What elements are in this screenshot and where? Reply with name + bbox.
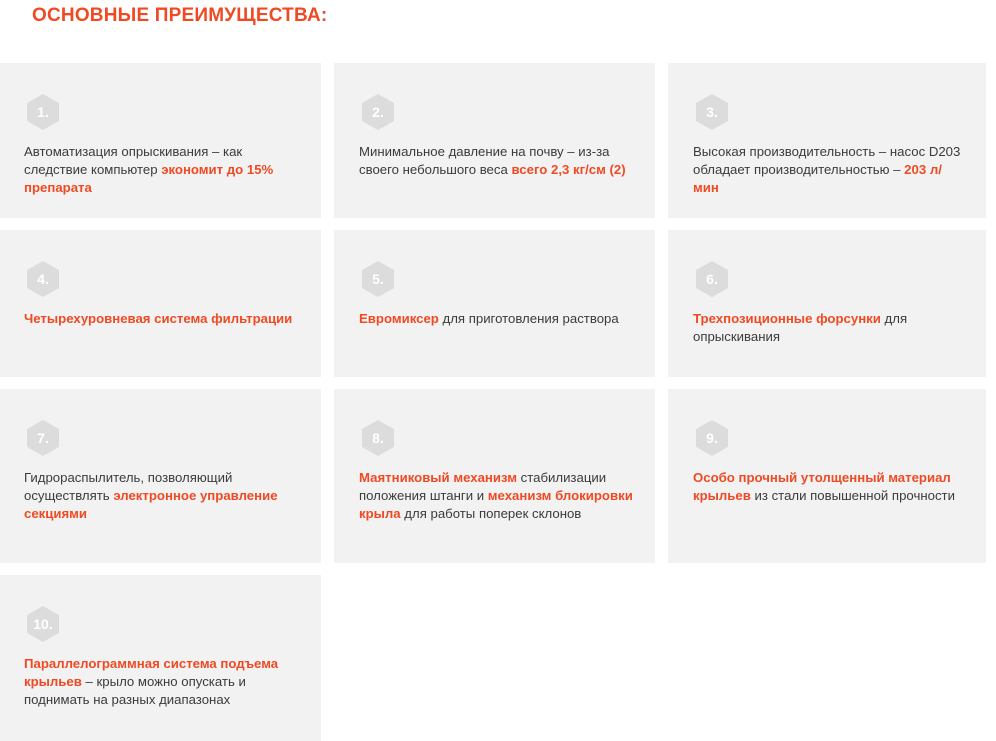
advantage-card-9: [668, 389, 986, 563]
advantage-text: Минимальное давление на почву – из-за своего небольшого веса всего 2,3 кг/см (2): [359, 144, 626, 177]
hexagon-number-badge: [24, 260, 62, 298]
advantage-card-10: [0, 575, 321, 741]
advantage-text: Высокая производительность – насос D203 обладает производительностью – 203 л/мин: [693, 144, 961, 195]
badge-number: 9.: [706, 430, 718, 446]
advantage-text: Гидрораспылитель, позволяющий осуществлять электронное управление секциями: [24, 470, 278, 521]
badge-number: 6.: [706, 271, 718, 287]
advantage-card-2: [334, 63, 655, 218]
hexagon-number-badge: [359, 93, 397, 131]
advantage-text: Четырехуровневая система фильтрации: [24, 311, 293, 326]
advantage-card-7: [0, 389, 321, 563]
badge-number: 10.: [33, 616, 53, 632]
advantages-grid: [0, 63, 986, 741]
advantage-text: Трехпозиционные форсунки для опрыскивания: [693, 311, 908, 344]
hexagon-number-badge: [24, 605, 62, 643]
badge-number: 4.: [37, 271, 49, 287]
hexagon-number-badge: [359, 419, 397, 457]
page-title: ОСНОВНЫЕ ПРЕИМУЩЕСТВА:: [32, 5, 328, 26]
hexagon-number-badge: [693, 260, 731, 298]
badge-number: 7.: [37, 430, 49, 446]
advantage-card-5: [334, 230, 655, 377]
advantage-text: Автоматизация опрыскивания – как следствие компьютер экономит до 15% препарата: [24, 144, 274, 195]
advantage-text: Евромиксер для приготовления раствора: [359, 311, 619, 326]
badge-number: 2.: [372, 104, 384, 120]
advantage-card-8: [334, 389, 655, 563]
badge-number: 1.: [37, 104, 49, 120]
advantage-card-1: [0, 63, 321, 218]
advantage-text: Параллелограммная система подъема крыльев – крыло можно опускать и поднимать на разных диапазонах: [24, 656, 279, 707]
advantage-text: Особо прочный утолщенный материал крыльев из стали повышенной прочности: [693, 470, 955, 503]
badge-number: 3.: [706, 104, 718, 120]
badge-number: 5.: [372, 271, 384, 287]
advantage-text: Маятниковый механизм стабилизации положения штанги и механизм блокировки крыла для работы поперек склонов: [359, 470, 633, 521]
hexagon-number-badge: [24, 93, 62, 131]
hexagon-number-badge: [693, 93, 731, 131]
advantage-card-4: [0, 230, 321, 377]
advantage-card-3: [668, 63, 986, 218]
badge-number: 8.: [372, 430, 384, 446]
hexagon-number-badge: [693, 419, 731, 457]
hexagon-number-badge: [359, 260, 397, 298]
advantage-card-6: [668, 230, 986, 377]
hexagon-number-badge: [24, 419, 62, 457]
